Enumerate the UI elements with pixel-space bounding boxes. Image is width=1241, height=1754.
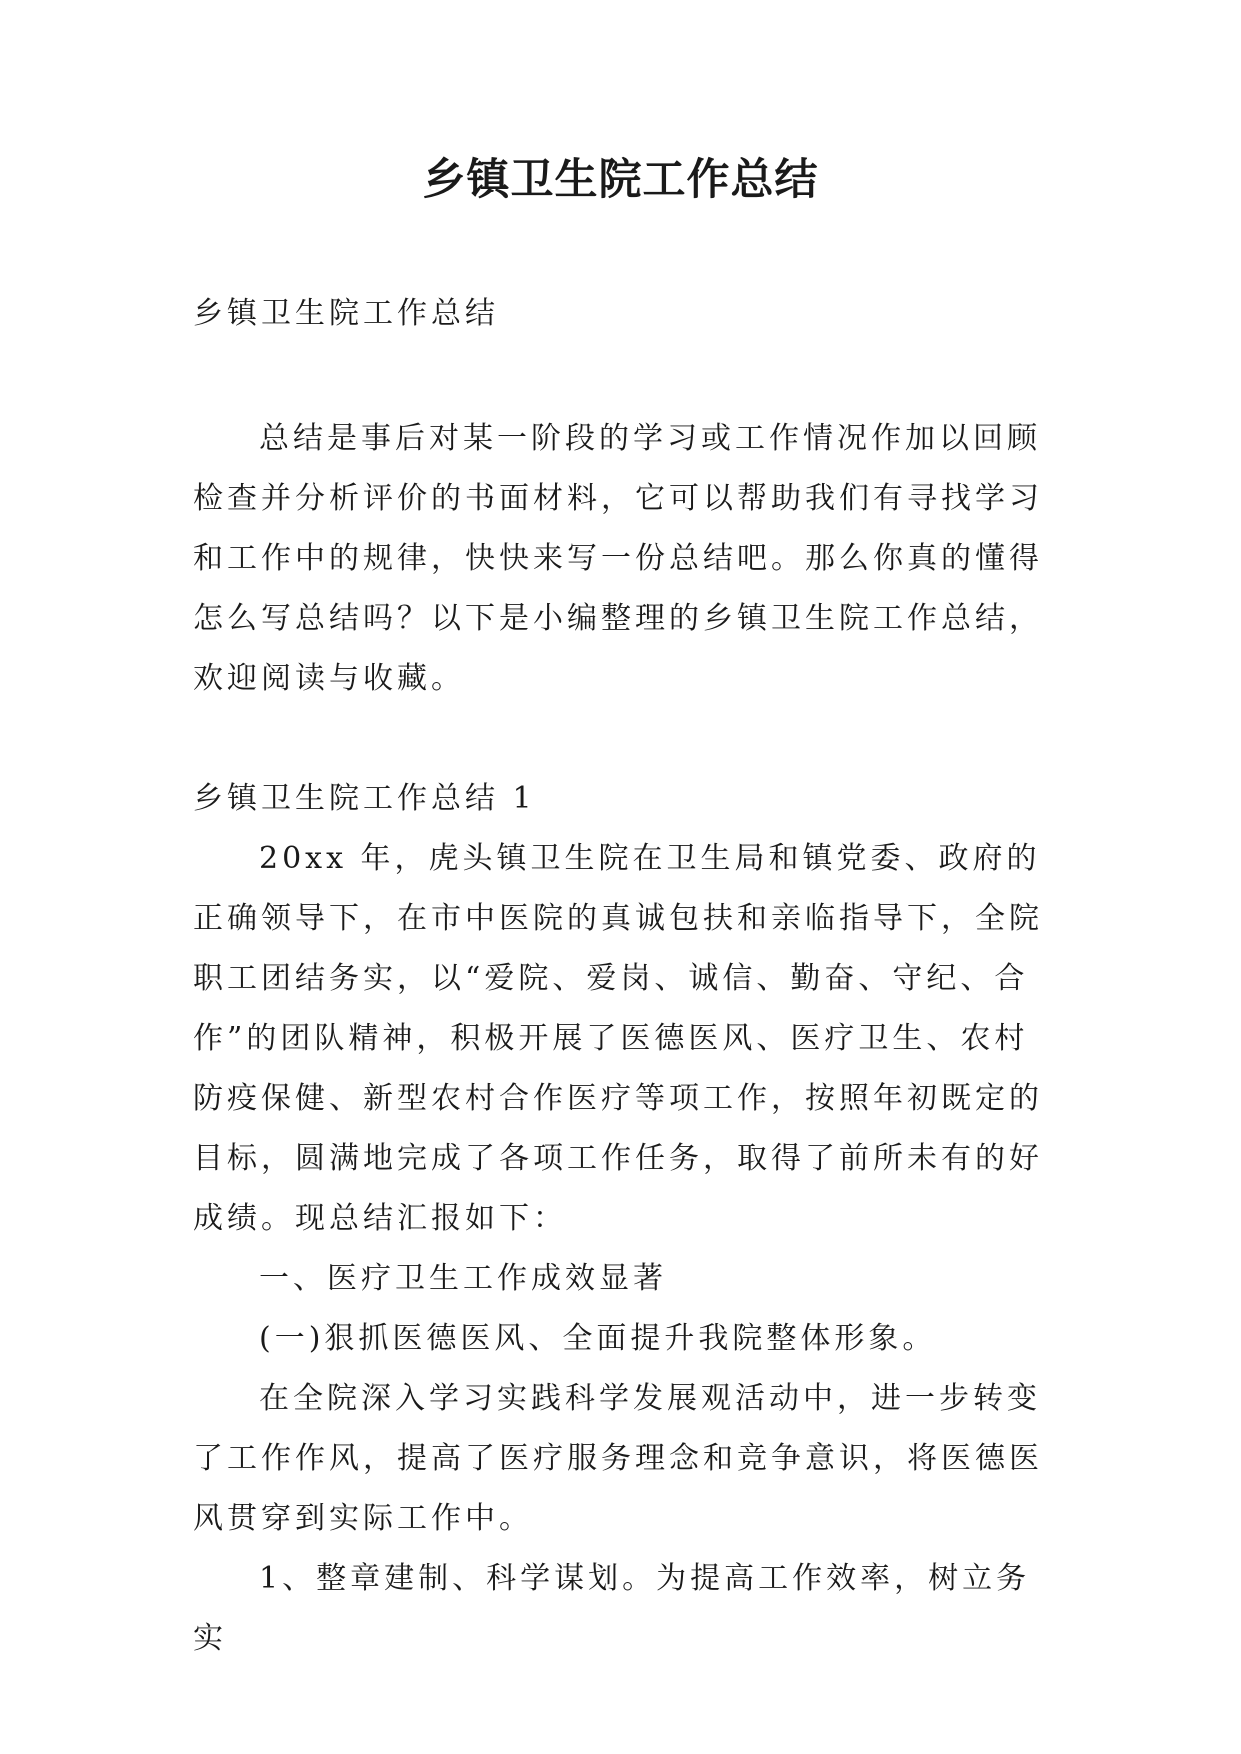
body-paragraph: 在全院深入学习实践科学发展观活动中，进一步转变了工作作风，提高了医疗服务理念和竞争意识，将医德医风贯穿到实际工作中。 xyxy=(193,1381,1043,1536)
document-title: 乡镇卫生院工作总结 xyxy=(422,155,819,205)
section-subheading: (一)狠抓医德医风、全面提升我院整体形象。 xyxy=(259,1321,937,1356)
document-subtitle: 乡镇卫生院工作总结 xyxy=(193,296,499,331)
document-body xyxy=(193,409,1053,1669)
body-paragraph: 20xx 年，虎头镇卫生院在卫生局和镇党委、政府的正确领导下，在市中医院的真诚包扶和亲临指导下，全院职工团结务实，以“爱院、爱岗、诚信、勤奋、守纪、合作”的团队精神，积极开展了医德医风、医疗卫生、农村防疫保健、新型农村合作医疗等项工作，按照年初既定的目标，圆满地完成了各项工作任务，取得了前所未有的好成绩。现总结汇报如下： xyxy=(193,841,1043,1236)
section-subheading: 一、医疗卫生工作成效显著 xyxy=(259,1261,667,1296)
intro-paragraph: 总结是事后对某一阶段的学习或工作情况作加以回顾检查并分析评价的书面材料，它可以帮助我们有寻找学习和工作中的规律，快快来写一份总结吧。那么你真的懂得怎么写总结吗？以下是小编整理的乡镇卫生院工作总结，欢迎阅读与收藏。 xyxy=(193,421,1043,696)
section-heading: 乡镇卫生院工作总结 1 xyxy=(193,781,536,816)
body-paragraph: 1、整章建制、科学谋划。为提高工作效率，树立务实 xyxy=(193,1561,1031,1656)
